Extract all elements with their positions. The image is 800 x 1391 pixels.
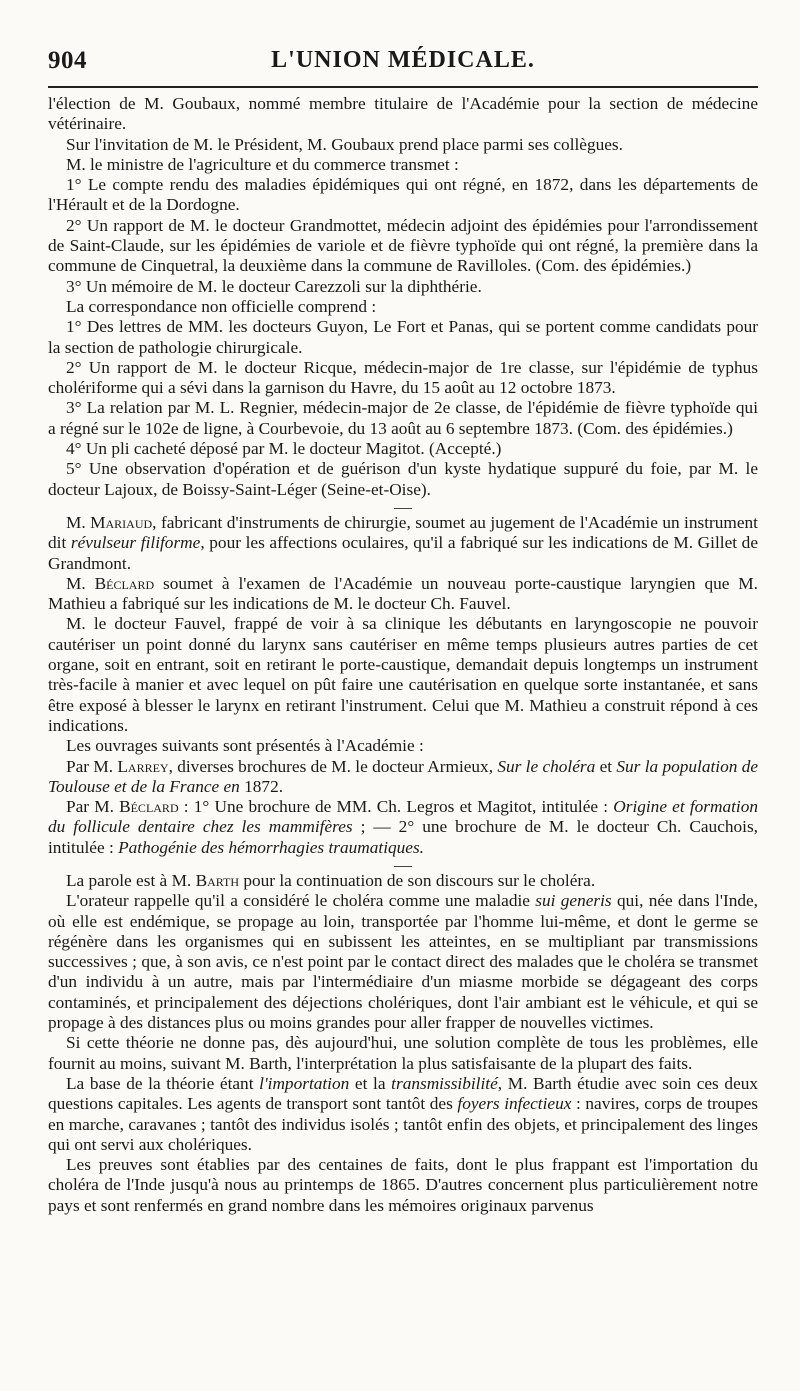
paragraph: l'élection de M. Goubaux, nommé membre titulaire de l'Académie pour la section de médecine vétérinaire. <box>48 94 758 134</box>
paragraph: La base de la théorie étant l'importation et la transmissibilité, M. Barth étudie avec soin ces deux questions capitales. Les agents de transport sont tantôt des foyers infectieux : navires, corps de troupes en marche, caravanes ; tantôt des individus isolés ; tantôt enfin des objets, et principalement des linges qui ont servi aux cholériques. <box>48 1073 759 1154</box>
emphasis: l'importation <box>259 1073 350 1093</box>
paragraph: 1° Des lettres de MM. les docteurs Guyon, Le Fort et Panas, qui se portent comme candidats pour la section de pathologie chirurgicale. <box>48 317 758 357</box>
person-name: M. Béclard <box>66 573 155 593</box>
paragraph: 1° Le compte rendu des maladies épidémiques qui ont régné, en 1872, dans les départements de l'Hérault et de la Dordogne. <box>48 175 758 215</box>
paragraph: Les preuves sont établies par des centaines de faits, dont le plus frappant est l'importation du choléra de l'Inde jusqu'à nous au printemps de 1865. D'autres concernent plus particulièrement notre pays et sont renfermés en grand nombre dans les mémoires originaux parvenus <box>48 1155 758 1215</box>
paragraph: M. Mariaud, fabricant d'instruments de chirurgie, soumet au jugement de l'Académie un instrument dit révulseur filiforme, pour les affections oculaires, qu'il a fabriqué sur les indications de M. Gillet de Grandmont. <box>48 512 758 573</box>
section-separator <box>394 508 412 509</box>
paragraph: 4° Un pli cacheté déposé par M. le docteur Magitot. (Accepté.) <box>66 439 502 459</box>
paragraph: Par M. Larrey, diverses brochures de M. le docteur Armieux, Sur le choléra et Sur la population de Toulouse et de la France en 1872. <box>48 756 759 796</box>
paragraph: 5° Une observation d'opération et de guérison d'un kyste hydatique suppuré du foie, par M. le docteur Lajoux, de Boissy-Saint-Léger (Seine-et-Oise). <box>48 459 758 499</box>
paragraph: La correspondance non officielle comprend : <box>66 296 377 316</box>
paragraph: Les ouvrages suivants sont présentés à l'Académie : <box>66 736 424 756</box>
emphasis: sui generis <box>535 891 612 911</box>
paragraph: Par M. Béclard : 1° Une brochure de MM. Ch. Legros et Magitot, intitulée : Origine et formation du follicule dentaire chez les mammifères ; — 2° une brochure de M. le docteur Ch. Cauchois, intitulée : Pathogénie des hémorrhagies traumatiques. <box>48 797 758 857</box>
paragraph: 3° La relation par M. L. Regnier, médecin-major de 2e classe, de l'épidémie de fièvre typhoïde qui a régné sur le 102e de ligne, à Courbevoie, du 13 août au 6 septembre 1873. (Com. des épidémies.) <box>48 398 758 438</box>
emphasis: Sur la population de Toulouse et de la France en <box>48 756 759 796</box>
paragraph: M. Béclard soumet à l'examen de l'Académie un nouveau porte-caustique laryngien que M. Mathieu a fabriqué sur les indications de M. le docteur Ch. Fauvel. <box>48 573 758 614</box>
header-rule <box>48 86 758 88</box>
page-number: 904 <box>48 47 87 74</box>
emphasis: transmissibilité <box>391 1073 498 1093</box>
page-header <box>48 0 758 88</box>
paragraph: Sur l'invitation de M. le Président, M. Goubaux prend place parmi ses collègues. <box>66 134 623 154</box>
paragraph: 2° Un rapport de M. le docteur Ricque, médecin-major de 1re classe, sur l'épidémie de typhus cholériforme qui a sévi dans la garnison du Havre, du 15 août au 12 octobre 1873. <box>48 357 758 398</box>
person-name: M. Larrey <box>93 756 169 776</box>
person-name: M. Béclard <box>94 797 179 817</box>
emphasis: Sur le choléra <box>497 756 596 776</box>
paragraph: La parole est à M. Barth pour la continuation de son discours sur le choléra. <box>66 870 596 890</box>
emphasis: révulseur filiforme <box>70 533 201 553</box>
paragraph: M. le ministre de l'agriculture et du commerce transmet : <box>66 154 459 174</box>
emphasis: foyers infectieux <box>457 1094 572 1114</box>
section-separator <box>394 866 412 867</box>
running-title: L'UNION MÉDICALE. <box>271 47 535 73</box>
paragraph: 2° Un rapport de M. le docteur Grandmottet, médecin adjoint des épidémies pour l'arrondissement de Saint-Claude, sur les épidémies de variole et de fièvre typhoïde qui ont régné, la première dans la commune de Cinquetral, la deuxième dans la commune de Ravilloles. (Com. des épidémies.) <box>48 215 758 276</box>
paragraph: Si cette théorie ne donne pas, dès aujourd'hui, une solution complète de tous les problèmes, elle fournit au moins, suivant M. Barth, l'interprétation la plus satisfaisante de la plupart des faits. <box>48 1033 758 1073</box>
paragraph: 3° Un mémoire de M. le docteur Carezzoli sur la diphthérie. <box>66 276 482 296</box>
person-name: M. Barth <box>171 870 240 890</box>
article-body <box>48 94 758 1216</box>
emphasis: Origine et formation du follicule dentaire chez les mammifères <box>48 797 758 837</box>
person-name: M. Mariaud <box>66 512 153 532</box>
paragraph: L'orateur rappelle qu'il a considéré le choléra comme une maladie sui generis qui, née dans l'Inde, où elle est endémique, se propage au loin, transportée par l'homme lui-même, et dont le germe se régénère dans les organismes qui en subissent les atteintes, en se multipliant par transmissions successives ; que, à son avis, ce n'est point par le contact direct des malades que le choléra se transmet d'un individu à un autre, mais par l'intermédiaire d'un miasme morbide se dégageant des corps contaminés, et principalement des déjections cholériques, dont l'air ambiant est le véhicule, et qui se propage à des distances plus ou moins grandes pour aller frapper de nouvelles victimes. <box>48 891 758 1033</box>
emphasis: Pathogénie des hémorrhagies traumatiques. <box>118 837 424 857</box>
paragraph: M. le docteur Fauvel, frappé de voir à sa clinique les débutants en laryngoscopie ne pouvoir cautériser un point donné du larynx sans cautériser en même temps plusieurs autres parties de cet organe, soit en entrant, soit en retirant le porte-caustique, demandait depuis longtemps un instrument très-facile à manier et avec lequel on pût faire une cautérisation en quelque sorte instantanée, et sans être exposé à blesser le larynx en retirant l'instrument. Celui que M. Mathieu a construit répond à ces indications. <box>48 614 758 735</box>
